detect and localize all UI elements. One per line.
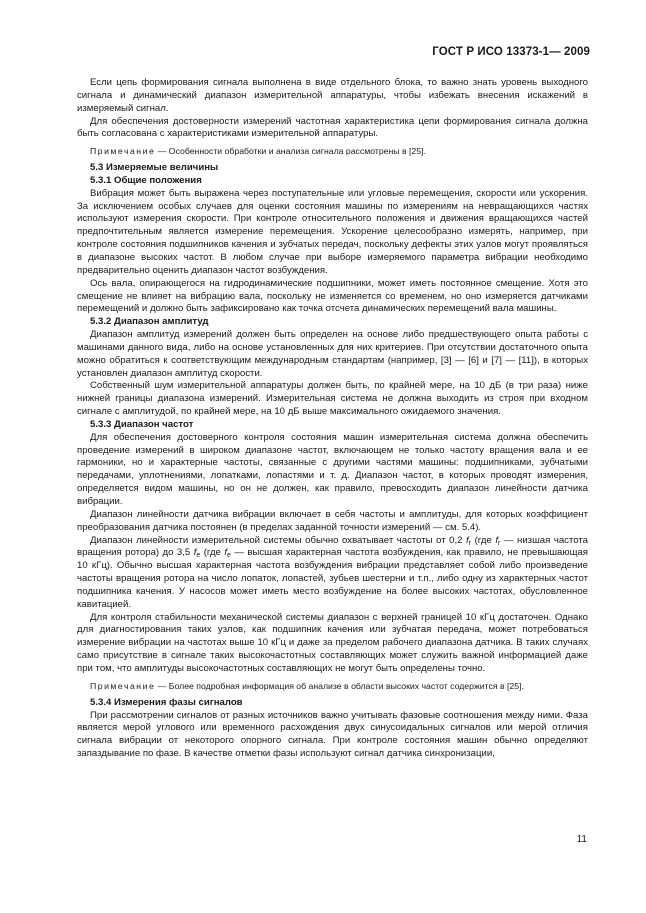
paragraph: Для обеспечения достоверности измерений частотная характеристика цепи формирования сигнала должна быть согласована с характеристиками измерительной аппаратуры. [77, 115, 588, 140]
subsection-heading: 5.3.4 Измерения фазы сигналов [90, 696, 243, 708]
symbol: f [495, 534, 499, 546]
subsection-heading: 5.3.2 Диапазон амплитуд [90, 316, 209, 328]
symbol: f [224, 547, 227, 559]
subsection-heading: 5.3.3 Диапазон частот [90, 418, 194, 430]
text-run: (где [200, 547, 225, 559]
note-text: — Более подробная информация об анализе в области высоких частот содержится в [25]. [155, 680, 524, 691]
paragraph: Собственный шум измерительной аппаратуры должен быть, по крайней мере, на 10 дБ (в три раза) ниже нижней границы диапазона измерений. Измерительная система не должна выходить из строя при входном сигнале с амплитудой, по крайней мере, на 10 дБ выше максимального ожидаемого значения. [77, 380, 588, 418]
subsection-heading: 5.3.1 Общие положения [90, 174, 202, 186]
section-heading: 5.3 Измеряемые величины [90, 162, 219, 174]
paragraph: При рассмотрении сигналов от разных источников важно учитывать фазовые соотношения между ними. Фаза является мерой углового или временного расхождения двух синусоидальных сигналов или мерой отличия сигнала вибрации от некоторого опорного сигнала. При контроле состояния машин обычно определяют запаздывание по фазе. В качестве отметки фазы используют сигнал датчика синхронизации, [77, 709, 588, 760]
page-body [77, 77, 588, 761]
subscript: e [227, 552, 231, 560]
symbol: f [193, 547, 197, 559]
paragraph: Диапазон амплитуд измерений должен быть определен на основе либо предшествующего опыта работы с машинами данного вида, либо на основе установленных для них критериев. При отсутствии достаточного опыта можно обратиться к соответствующим международным стандартам (например, [3] — [6] и [7] — [11]), в которых установлен диапазон амплитуд скорости. [77, 329, 588, 379]
text-run: Диапазон линейности измерительной системы обычно охватывает частоты от 0,2 [90, 534, 467, 546]
symbol: f [466, 534, 469, 546]
paragraph: Вибрация может быть выражена через поступательные или угловые перемещения, скорости или ускорения. За исключением особых случаев для оценки состояния машины по измерениям на невращающихся частях используют измерения скорости. При контроле относительного положения и движения вращающихся частей предпочтительным является измерение перемещения. Ускорение целесообразно измерять, например, при контроле состояния подшипников качения и зубчатых передач, поскольку дефекты этих узлов могут проявляться в диапазоне высоких частот. В любом случае при выборе измеряемого параметра вибрации необходимо предварительно оценить диапазон частот возбуждения. [77, 187, 588, 276]
paragraph: Если цепь формирования сигнала выполнена в виде отдельного блока, то важно знать уровень выходного сигнала и динамический диапазон измерительной аппаратуры, чтобы избежать внесения искажений в измеряемый сигнал. [77, 77, 588, 114]
note [77, 680, 588, 693]
paragraph: Диапазон линейности датчика вибрации включает в себя частоты и амплитуды, для которых коэффициент преобразования датчика постоянен (в пределах заданной точности измерений — см. 5.4). [77, 508, 588, 533]
note [77, 145, 588, 158]
page-number: 11 [576, 834, 587, 845]
text-run: — высшая характерная частота возбуждения, как правило, не превышающая 10 кГц). Обычно высшая характерная частота возбуждения вибрации представляет собой либо произведение частоты вращения ротора на число лопаток, лопастей, зубьев шестерни и т.п., либо одну из характерных частот подшипника качения. У насосов может иметь место возбуждение на более высоких частотах, обусловленное кавитацией. [77, 547, 589, 610]
document-header: ГОСТ Р ИСО 13373-1— 2009 [432, 46, 590, 58]
note-label: Примечание [90, 146, 156, 157]
paragraph: Ось вала, опирающегося на гидродинамические подшипники, может иметь постоянное смещение. Хотя это смещение не влияет на вибрацию вала, поскольку не изменяется со временем, но оно измеряется датчиками перемещений и должно быть зафиксировано как точка отсчета динамических перемещений вала машины. [77, 277, 588, 315]
paragraph-with-formula [77, 535, 588, 612]
subscript: r [468, 539, 472, 547]
text-run: (где [471, 534, 496, 546]
paragraph: Для контроля стабильности механической системы диапазон с верхней границей 10 кГц достаточен. Однако для диагностирования таких узлов, как подшипник качения или зубчатая передача, может потребоваться измерение вибрации на частотах выше 10 кГц и даже за пределом рабочего диапазона датчика. В таких случаях само присутствие в сигнале таких высокочастотных составляющих может служить важной информацией даже при том, что амплитуды высокочастотных составляющих не могут быть определены точно. [77, 611, 588, 674]
subscript: e [196, 552, 201, 560]
note-text: — Особенности обработки и анализа сигнала рассмотрены в [25]. [155, 146, 426, 157]
paragraph: Для обеспечения достоверного контроля состояния машин измерительная система должна обеспечить проведение измерений в широком диапазоне частот, включающем не только частоту вращения вала и ее гармоники, но и характерные частоты, связанные с другими частями машины: подшипниками, зубчатыми передачами, уплотнениями, лопатками, лопастями и т. д. Диапазон частот, в которых проводят измерения, определяется видом машины, но он не должен, как правило, превосходить диапазон линейности датчика вибрации. [77, 431, 588, 507]
text-run: — низшая частота вращения ротора) до 3,5 [77, 534, 589, 559]
note-label: Примечание [90, 680, 156, 691]
subscript: r [498, 539, 501, 547]
